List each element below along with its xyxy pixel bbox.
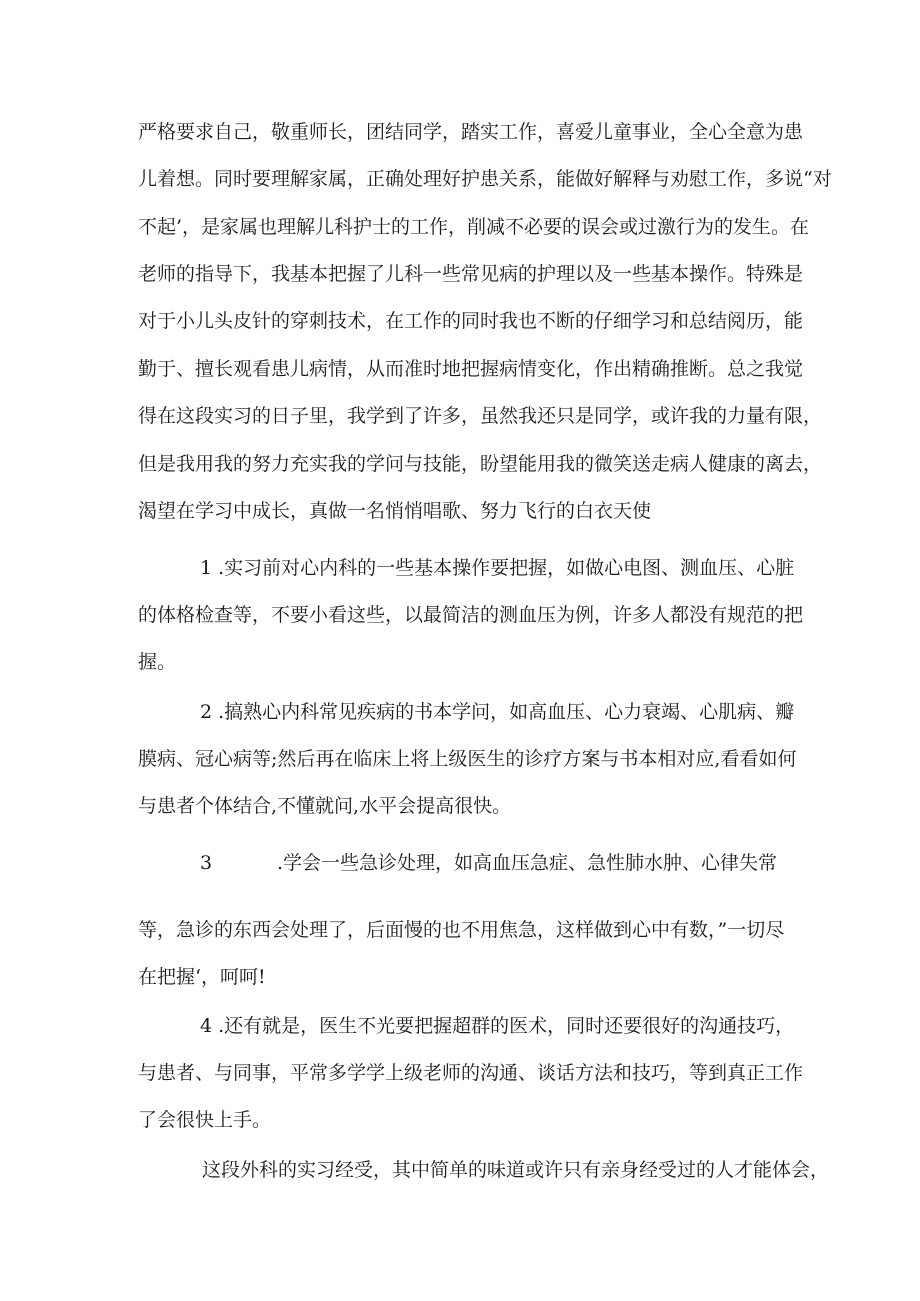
text-line: 这段外科的实习经受，其中简单的味道或许只有亲身经受过的人才能体会， xyxy=(202,1159,830,1181)
text-line: 对于小儿头皮针的穿刺技术，在工作的同时我也不断的仔细学习和总结阅历，能 xyxy=(138,310,804,332)
text-line: 得在这段实习的日子里，我学到了许多，虽然我还只是同学，或许我的力量有限， xyxy=(138,405,823,427)
text-line: 膜病、冠心病等;然后再在临床上将上级医生的诊疗方案与书本相对应,看看如何 xyxy=(138,748,797,770)
list-item-number: 3 xyxy=(200,852,213,874)
text-line: 勤于、擅长观看患儿病情，从而准时地把握病情变化，作出精确推断。总之我觉 xyxy=(138,358,804,380)
text-line: 渴望在学习中成长，真做一名悄悄唱歌、努力飞行的白衣天使 xyxy=(138,500,652,522)
text-line: 2 .搞熟心内科常见疾病的书本学问，如高血压、心力衰竭、心肌病、瓣 xyxy=(200,701,795,723)
text-line: 在把握‘，呵呵! xyxy=(138,966,266,988)
text-line: 的体格检查等，不要小看这些，以最简洁的测血压为例，许多人都没有规范的把 xyxy=(138,604,804,626)
text-line: 了会很快上手。 xyxy=(138,1109,272,1131)
text-line: 儿着想。同时要理解家属，正确处理好护患关系，能做好解释与劝慰工作，多说“对 xyxy=(138,168,832,190)
text-line: 不起’，是家属也理解儿科护士的工作，削减不必要的误会或过激行为的发生。在 xyxy=(138,216,810,238)
text-line: 老师的指导下，我基本把握了儿科一些常见病的护理以及一些基本操作。特殊是 xyxy=(138,263,804,285)
text-line: 与患者个体结合,不懂就问,水平会提高很快。 xyxy=(138,795,512,817)
text-line: 等，急诊的东西会处理了，后面慢的也不用焦急，这样做到心中有数，”一切尽 xyxy=(138,919,785,941)
text-line: 但是我用我的努力充实我的学问与技能，盼望能用我的微笑送走病人健康的离去， xyxy=(138,453,823,475)
text-line: 握。 xyxy=(138,651,177,673)
text-line: 与患者、与同事，平常多学学上级老师的沟通、谈话方法和技巧，等到真正工作 xyxy=(138,1062,804,1084)
text-line: 1 .实习前对心内科的一些基本操作要把握，如做心电图、测血压、心脏 xyxy=(200,557,795,579)
text-line: 严格要求自己，敬重师长，团结同学，踏实工作，喜爱儿童事业，全心全意为患 xyxy=(138,121,804,143)
text-line: .学会一些急诊处理，如高血压急症、急性肺水肿、心律失常 xyxy=(277,852,778,874)
text-line: 4 .还有就是，医生不光要把握超群的医术，同时还要很好的沟通技巧， xyxy=(200,1015,795,1037)
